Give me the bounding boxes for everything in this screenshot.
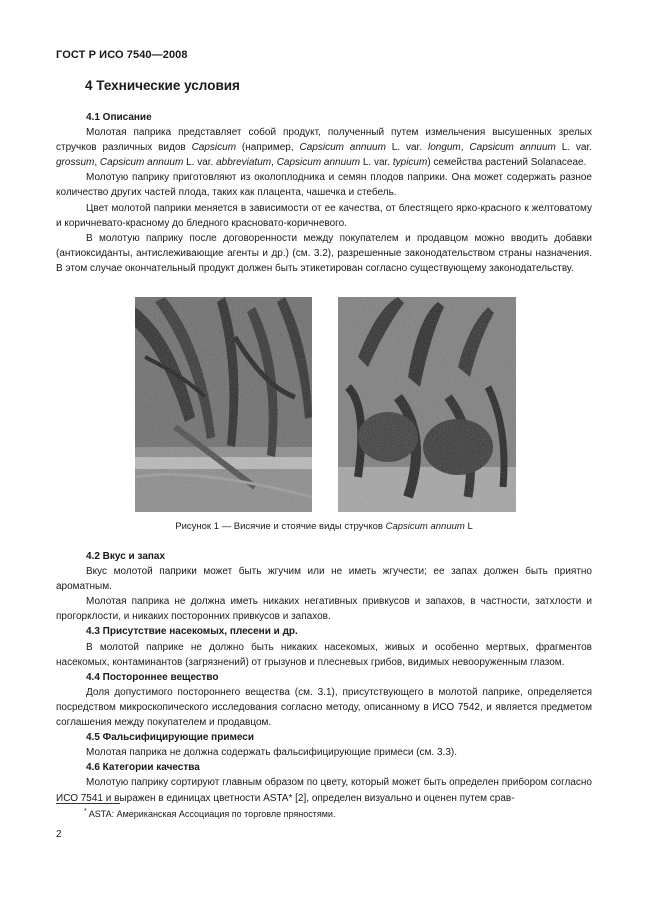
paragraph: Доля допустимого постороннего вещества (см. 3.1), присутствующего в молотой паприке, определяется посредством микроскопического исследования согласно методу, описанному в ИСО 7542, и является предметом соглашения между покупателем и продавцом. [56,686,592,729]
paragraph: Вкус молотой паприки может быть жгучим или не иметь жгучести; ее запах должен быть приятно ароматным. [56,566,592,593]
subsection-title: 4.6 Категории качества [86,762,200,774]
paragraph: Цвет молотой паприки меняется в зависимости от ее качества, от блестящего ярко-красного к желтоватому и коричневато-красному до бледного красновато-коричневого. [56,202,592,229]
subsection-title: 4.3 Присутствие насекомых, плесени и др. [86,626,298,638]
hanging-peppers-photo [135,297,312,512]
subsection-title: 4.4 Постороннее вещество [86,671,219,683]
subsection-title: 4.1 Описание [86,112,152,123]
section-title: 4 Технические условия [85,78,240,93]
document-header: ГОСТ Р ИСО 7540—2008 [56,49,188,61]
figure-1 [56,297,592,517]
footnote: * ASTA: Американская Ассоциация по торговле пряностями. [84,808,336,819]
section-4-1 [56,110,592,276]
upright-peppers-photo [338,297,516,512]
paragraph: Молотая паприка не должна содержать фальсифицирующие примеси (см. 3.3). [86,747,457,759]
footnote-divider [56,803,120,804]
paragraph: Молотая паприка не должна иметь никаких негативных привкусов и запахов, в частности, затхлости и прогорклости, и никаких посторонних привкусов и запахов. [56,596,592,623]
subsection-title: 4.5 Фальсифицирующие примеси [86,732,255,744]
page-number: 2 [56,829,62,840]
paragraph: Молотую паприку сортируют главным образом по цвету, который может быть определен прибором согласно ИСО 7541 и выражен в единицах цветности ASTA* [2], определен визуально и оценен путем срав- [56,777,592,804]
paragraph: В молотой паприке не должно быть никаких насекомых, живых и особенно мертвых, фрагментов насекомых, контаминантов (загрязнений) от грызунов и плесневых грибов, видимых невооруженным глазом. [56,641,592,668]
paragraph: Молотую паприку приготовляют из околоплодника и семян плодов паприки. Она может содержать разное количество других частей плода, таких как плацента, чашечка и стебель. [56,172,592,199]
subsection-title: 4.2 Вкус и запах [86,551,166,562]
figure-caption: Рисунок 1 — Висячие и стоячие виды стручков Capsicum annuum L [175,521,473,532]
paragraph: Молотая паприка представляет собой продукт, полученный путем измельчения высушенных зрелых стручков различных видов Capsicum (например, Capsicum annuum L. var. longum, Capsicum annuum L. var. grossum, Capsicum annuum L. var. abbreviatum, Capsicum annuum L. var. typicum) семейства растений Solanaceae. [56,127,593,169]
sections-4-2-to-4-6 [56,549,592,806]
paragraph: В молотую паприку после договоренности между покупателем и продавцом можно вводить добавки (антиоксиданты, антислеживающие агенты и др.) (см. 3.2), разрешенные законодательством страны назначения. В этом случае окончательный продукт должен быть этикетирован согласно существующему законодательству. [56,232,592,274]
